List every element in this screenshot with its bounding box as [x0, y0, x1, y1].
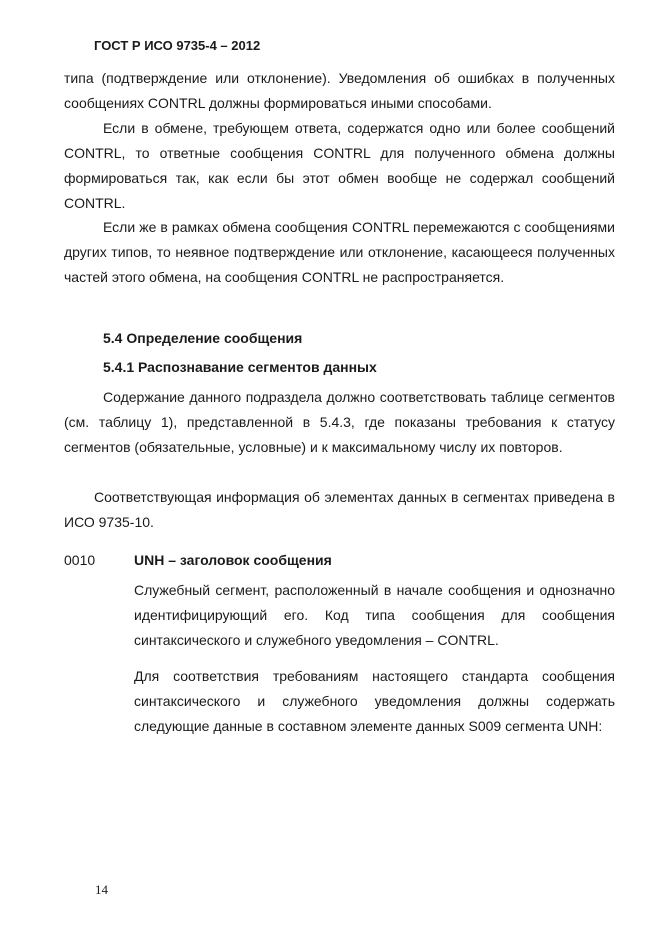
- paragraph-continuation: типа (подтверждение или отклонение). Уведомления об ошибках в полученных сообщениях CONTRL должны формироваться иными способами.: [64, 70, 615, 111]
- section-heading-5-4-1: 5.4.1 Распознавание сегментов данных: [103, 359, 377, 375]
- page-number: 14: [95, 882, 108, 897]
- segment-requirements: Для соответствия требованиям настоящего стандарта сообщения синтаксического и служебного уведомления должны содержать следующие данные в составном элементе данных S009 сегмента UNH:: [134, 668, 615, 734]
- paragraph-mixed-exchange: Если же в рамках обмена сообщения CONTRL перемежаются с сообщениями других типов, то неявное подтверждение или отклонение, касающееся полученных частей этого обмена, на сообщения CONTRL не распространяется.: [64, 219, 615, 285]
- segment-description: Служебный сегмент, расположенный в начале сообщения и однозначно идентифицирующий его. Код типа сообщения для сообщения синтаксического и служебного уведомления – CONTRL.: [134, 582, 615, 648]
- segment-code: 0010: [64, 552, 96, 568]
- paragraph-data-elements: Соответствующая информация об элементах данных в сегментах приведена в ИСО 9735-10.: [64, 489, 615, 530]
- paragraph-segment-table: Содержание данного подраздела должно соответствовать таблице сегментов (см. таблицу 1), представленной в 5.4.3, где показаны требования к статусу сегментов (обязательные, условные) и к максимальному числу их повторов.: [64, 389, 615, 455]
- segment-title: UNH – заголовок сообщения: [134, 552, 332, 568]
- document-header: ГОСТ Р ИСО 9735-4 – 2012: [94, 38, 261, 53]
- paragraph-exchange-contrl: Если в обмене, требующем ответа, содержатся одно или более сообщений CONTRL, то ответные сообщения CONTRL для полученного обмена должны формироваться так, как если бы этот обмен вообще не содержал сообщений CONTRL.: [64, 120, 615, 211]
- section-heading-5-4: 5.4 Определение сообщения: [103, 330, 303, 346]
